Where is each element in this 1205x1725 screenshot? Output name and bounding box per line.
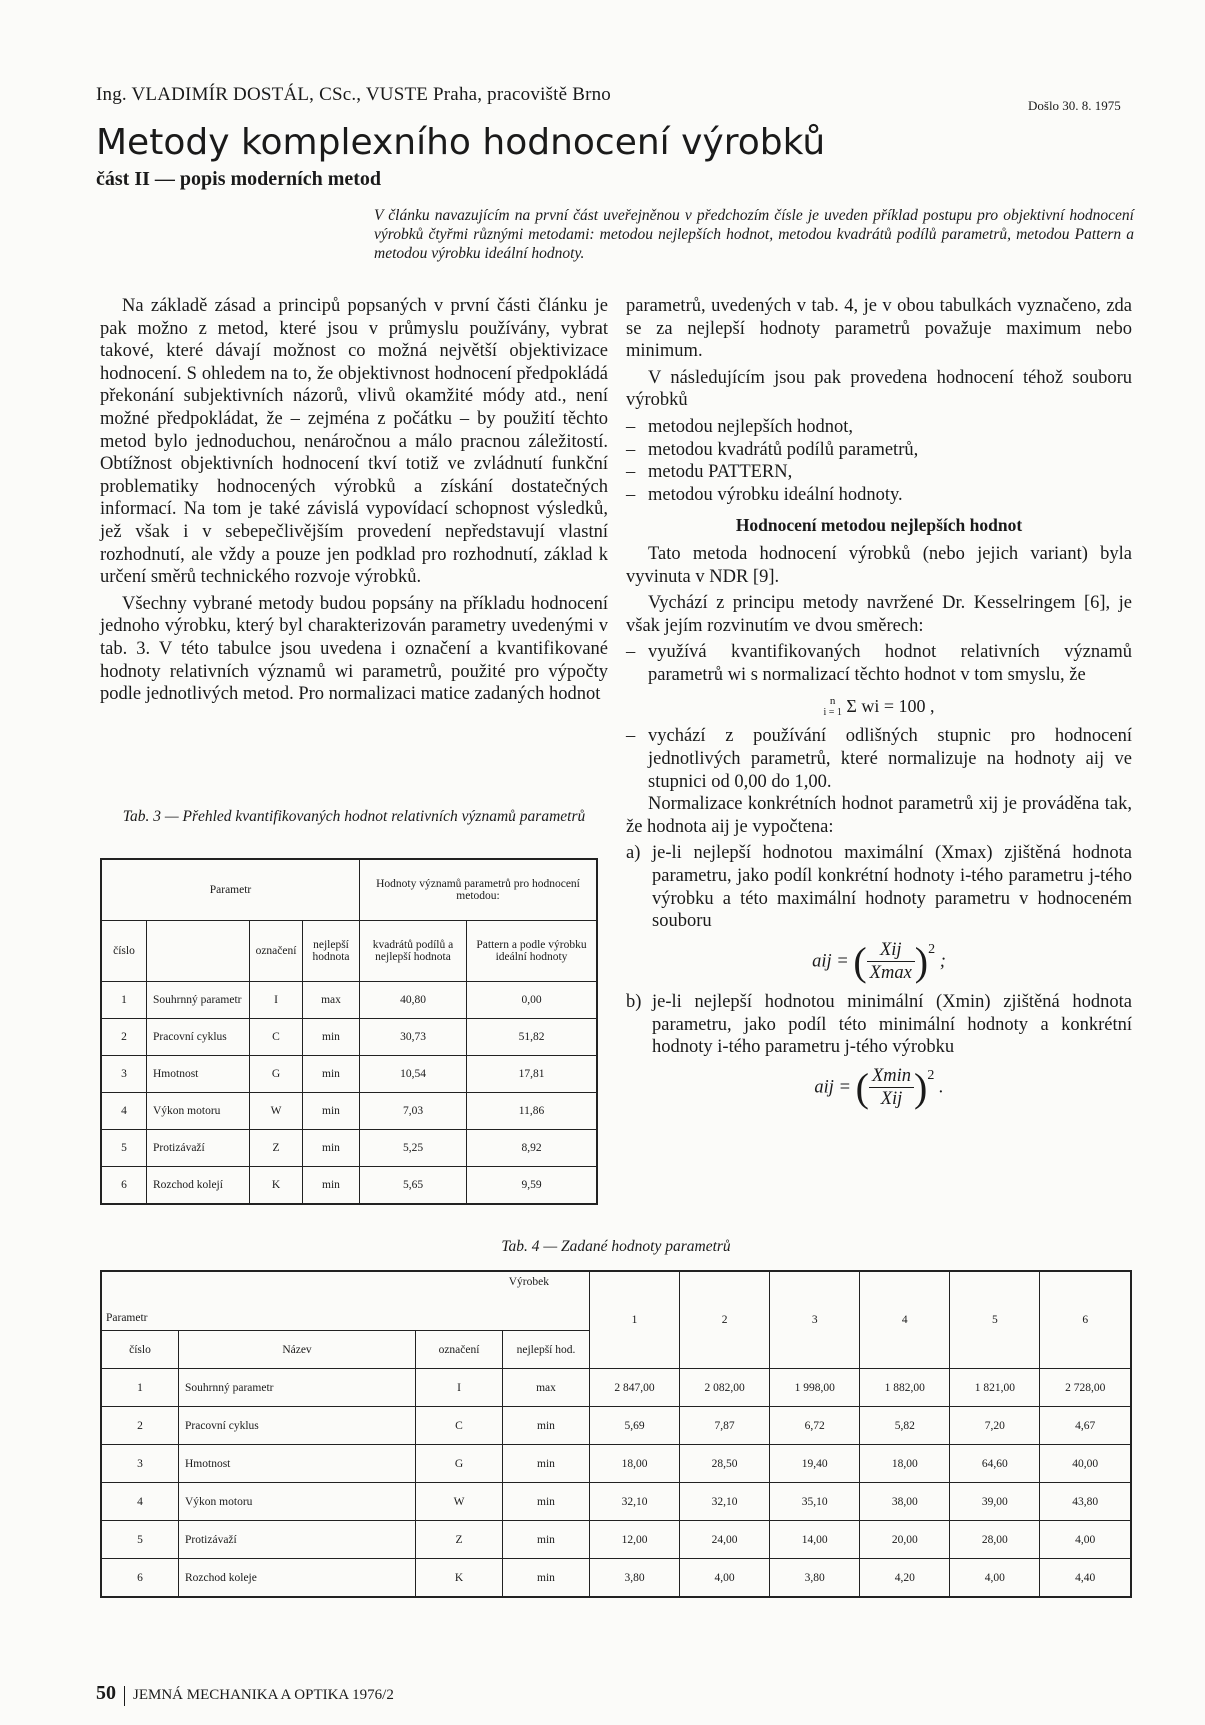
table-cell: I <box>250 982 303 1019</box>
table-row <box>101 1445 1131 1483</box>
header-nazev: Název <box>179 1331 416 1369</box>
table-cell: 4 <box>101 1093 147 1130</box>
header-cislo: číslo <box>101 1331 179 1369</box>
article-subtitle: část II — popis moderních metod <box>96 168 382 190</box>
fraction <box>867 939 915 985</box>
table-cell: 1 882,00 <box>860 1369 950 1407</box>
exponent: 2 <box>927 1067 935 1083</box>
paragraph: Tato metoda hodnocení výrobků (nebo jejich variant) byla vyvinuta v NDR [9]. <box>626 543 1132 587</box>
table-row <box>101 1369 1131 1407</box>
bullet-list <box>626 725 1132 793</box>
case-label: a) <box>626 843 641 864</box>
footer-divider <box>124 1686 125 1706</box>
table-row <box>101 1407 1131 1445</box>
paragraph: parametrů, uvedených v tab. 4, je v obou tabulkách vyznačeno, zda se za nejlepší hodnoty parametrů považuje maximum nebo minimum. <box>626 296 1132 362</box>
methods-list <box>626 416 1132 506</box>
table-cell: Pracovní cyklus <box>179 1407 416 1445</box>
table-cell: G <box>250 1056 303 1093</box>
formula-lhs: aij = <box>812 951 849 972</box>
table-cell: C <box>416 1407 503 1445</box>
table-cell: 17,81 <box>467 1056 598 1093</box>
table-cell: min <box>303 1167 360 1205</box>
abstract: V článku navazujícím na první část uveřejněnou v předchozím čísle je uveden příklad postupu pro objektivní hodnocení výrobků čtyřmi různými metodami: metodou nejlepších hodnot, metodou kvadrátů podílů parametrů, metodou Pattern a metodou výrobku ideální hodnoty. <box>374 207 1134 262</box>
table-cell: Výkon motoru <box>179 1483 416 1521</box>
table-cell: 28,00 <box>950 1521 1040 1559</box>
table-cell: 35,10 <box>770 1483 860 1521</box>
table-cell: G <box>416 1445 503 1483</box>
table-cell: 51,82 <box>467 1019 598 1056</box>
header-product-2: 2 <box>680 1271 770 1369</box>
list-item: – metodou kvadrátů podílů parametrů, <box>626 439 1132 462</box>
bullet-list <box>626 641 1132 686</box>
table-cell: 4 <box>101 1483 179 1521</box>
table-cell: 38,00 <box>860 1483 950 1521</box>
table-cell: 32,10 <box>590 1483 680 1521</box>
table-cell: 40,00 <box>1040 1445 1131 1483</box>
table-cell: 12,00 <box>590 1521 680 1559</box>
table-cell: 9,59 <box>467 1167 598 1205</box>
table-cell: 4,00 <box>950 1559 1040 1598</box>
table-cell: 10,54 <box>360 1056 467 1093</box>
table-cell: Souhrnný parametr <box>147 982 250 1019</box>
table-cell: Pracovní cyklus <box>147 1019 250 1056</box>
table-cell: 20,00 <box>860 1521 950 1559</box>
table-cell: W <box>416 1483 503 1521</box>
header-parametr: Parametr <box>101 859 360 921</box>
paragraph: Na základě zásad a principů popsaných v první části článku je pak možno z metod, které jsou v průmyslu používány, vybrat takové, které dávají možnost co možná největší objektivizace hodnocení. S ohledem na to, že objektivnost hodnocení předpokládá překonání subjektivních názorů, vlivů okamžité módy atd., není možné předpokládat, že – zejména z počátku – by použití těchto metod bylo jednoduchou, nenáročnou a málo pracnou záležitostí. Obtížnost objektivních hodnocení tkví totiž ve zvládnutí funkční problematiky hodnocených výrobků a získání dostatečných informací. Na tom je také závislá vypovídací schopnost výsledků, jež však i v sebepečlivějším provedení nepředstavují vlastní rozhodnutí, ale vždy a pouze jen podklad pro rozhodnutí, základ k určení směrů technického rozvoje výrobků. <box>100 296 608 588</box>
table-cell: min <box>503 1521 590 1559</box>
denominator: Xij <box>880 1089 903 1110</box>
table-cell: 24,00 <box>680 1521 770 1559</box>
sum-formula <box>626 695 1132 720</box>
table-cell: 2 <box>101 1407 179 1445</box>
table-cell: 5 <box>101 1521 179 1559</box>
table-cell: 1 821,00 <box>950 1369 1040 1407</box>
table-cell: max <box>503 1369 590 1407</box>
table-cell: 7,03 <box>360 1093 467 1130</box>
header-pattern: Pattern a podle výrobku ideální hodnoty <box>467 921 598 982</box>
case-text: je-li nejlepší hodnotou minimální (Xmin) zjištěná hodnota parametru, jako podíl této minimální hodnoty a konkrétní hodnoty i-tého parametru j-tého výrobku <box>652 991 1132 1058</box>
table-cell: 5,69 <box>590 1407 680 1445</box>
list-item: – vychází z používání odlišných stupnic pro hodnocení jednotlivých parametrů, které normalizuje na hodnoty aij ve stupnici od 0,00 do 1,00. <box>626 725 1132 793</box>
table-cell: Hmotnost <box>147 1056 250 1093</box>
case-label: b) <box>626 991 642 1012</box>
table-cell: 3 <box>101 1056 147 1093</box>
table-cell: 18,00 <box>860 1445 950 1483</box>
table-4 <box>100 1270 1132 1598</box>
left-column <box>100 295 608 710</box>
table-row <box>101 1559 1131 1598</box>
table-cell: K <box>416 1559 503 1598</box>
paragraph: Všechny vybrané metody budou popsány na příkladu hodnocení jednoho výrobku, který byl charakterizován parametry uvedenými v tab. 3. V této tabulce jsou uvedena i označení a kvantifikované hodnoty relativních významů wi parametrů, použité pro výpočty podle jednotlivých metod. Pro normalizaci matice zadaných hodnot <box>100 593 608 705</box>
table-row <box>101 1093 597 1130</box>
table-row <box>101 1056 597 1093</box>
header-cislo: číslo <box>101 921 147 982</box>
list-item: – metodou výrobku ideální hodnoty. <box>626 484 1132 507</box>
table-cell: 2 <box>101 1019 147 1056</box>
formula-b: aij = ( $\frac{Xmin}{\text{Xij}}$ )$^2$ . <box>814 1064 944 1110</box>
table-cell: W <box>250 1093 303 1130</box>
table-cell: 4,00 <box>1040 1521 1131 1559</box>
table-cell: 32,10 <box>680 1483 770 1521</box>
table-row <box>101 1019 597 1056</box>
header-corner <box>101 1271 590 1331</box>
table-cell: 18,00 <box>590 1445 680 1483</box>
table-cell: K <box>250 1167 303 1205</box>
article-title: Metody komplexního hodnocení výrobků <box>96 122 826 163</box>
table-cell: Z <box>416 1521 503 1559</box>
table-cell: 3,80 <box>590 1559 680 1598</box>
table-cell: Rozchod koleje <box>179 1559 416 1598</box>
table-cell: 30,73 <box>360 1019 467 1056</box>
header-product-6: 6 <box>1040 1271 1131 1369</box>
case-a <box>626 842 1132 932</box>
table-4-body <box>101 1369 1131 1598</box>
table-row <box>101 982 597 1019</box>
paragraph: Normalizace konkrétních hodnot parametrů xij je prováděna tak, že hodnota aij je vypočtena: <box>626 794 1132 837</box>
page-number: 50 <box>96 1682 116 1704</box>
table-cell: 64,60 <box>950 1445 1040 1483</box>
table-cell: min <box>503 1407 590 1445</box>
exponent: 2 <box>928 941 936 957</box>
table-cell: 5,82 <box>860 1407 950 1445</box>
author-line: Ing. VLADIMÍR DOSTÁL, CSc., VUSTE Praha, pracoviště Brno <box>96 84 612 105</box>
header-hodnoty: Hodnoty významů parametrů pro hodnocení metodou: <box>360 859 598 921</box>
table-row <box>101 1483 1131 1521</box>
table-row <box>101 1130 597 1167</box>
sum-lower-limit: i = 1 <box>823 707 842 719</box>
paragraph: Vychází z principu metody navržené Dr. Kesselringem [6], je však jejím rozvinutím ve dvou směrech: <box>626 593 1132 636</box>
table-cell: min <box>303 1093 360 1130</box>
table-header-row <box>101 921 597 982</box>
table-cell: 40,80 <box>360 982 467 1019</box>
table-3-caption: Tab. 3 — Přehled kvantifikovaných hodnot relativních významů parametrů <box>122 808 586 825</box>
header-product-3: 3 <box>770 1271 860 1369</box>
table-cell: 3,80 <box>770 1559 860 1598</box>
table-cell: 14,00 <box>770 1521 860 1559</box>
denominator: Xmax <box>869 963 912 984</box>
fraction <box>869 1065 914 1111</box>
case-text: je-li nejlepší hodnotou maximální (Xmax) zjištěná hodnota parametru, jako podíl konkrétní hodnoty i-tého parametru j-tého výrobku a této maximální hodnoty parametru v hodnoceném souboru <box>652 843 1132 932</box>
list-item: – metodou nejlepších hodnot, <box>626 416 1132 439</box>
table-cell: 6 <box>101 1167 147 1205</box>
table-cell: Protizávaží <box>179 1521 416 1559</box>
table-4-caption: Tab. 4 — Zadané hodnoty parametrů <box>501 1238 731 1255</box>
table-cell: 2 847,00 <box>590 1369 680 1407</box>
page-footer <box>96 1682 394 1706</box>
formula-a: aij = ( $\frac{\text{Xij}}{Xmax}$ )$^2$ ; <box>812 938 946 984</box>
table-cell: 19,40 <box>770 1445 860 1483</box>
table-cell: 2 728,00 <box>1040 1369 1131 1407</box>
table-cell: 7,87 <box>680 1407 770 1445</box>
formula-end: ; <box>939 951 946 972</box>
table-cell: Souhrnný parametr <box>179 1369 416 1407</box>
header-parametr: Parametr <box>106 1312 148 1324</box>
table-cell: 4,00 <box>680 1559 770 1598</box>
case-b <box>626 991 1132 1059</box>
table-cell: 11,86 <box>467 1093 598 1130</box>
paragraph: V následujícím jsou pak provedena hodnocení téhož souboru výrobků <box>626 367 1132 411</box>
header-product-4: 4 <box>860 1271 950 1369</box>
header-oznaceni: označení <box>250 921 303 982</box>
table-cell: 1 <box>101 1369 179 1407</box>
right-column <box>626 295 1132 1117</box>
header-vyrobek: Výrobek <box>508 1276 549 1288</box>
table-cell: C <box>250 1019 303 1056</box>
header-product-1: 1 <box>590 1271 680 1369</box>
table-cell: 6,72 <box>770 1407 860 1445</box>
table-cell: min <box>503 1483 590 1521</box>
table-cell: 1 <box>101 982 147 1019</box>
table-cell: max <box>303 982 360 1019</box>
list-item: – využívá kvantifikovaných hodnot relativních významů parametrů wi s normalizací těchto hodnot v tom smyslu, že <box>626 641 1132 686</box>
header-kvadratu: kvadrátů podílů a nejlepší hodnota <box>360 921 467 982</box>
table-cell: min <box>503 1445 590 1483</box>
table-cell: 4,20 <box>860 1559 950 1598</box>
table-cell: 5,65 <box>360 1167 467 1205</box>
table-cell: 8,92 <box>467 1130 598 1167</box>
table-row <box>101 1167 597 1205</box>
formula-lhs: aij = <box>814 1077 852 1098</box>
numerator: Xmin <box>869 1065 914 1089</box>
table-cell: Výkon motoru <box>147 1093 250 1130</box>
table-cell: 4,40 <box>1040 1559 1131 1598</box>
table-cell: min <box>303 1056 360 1093</box>
table-cell: Z <box>250 1130 303 1167</box>
table-cell: 3 <box>101 1445 179 1483</box>
table-cell: 5,25 <box>360 1130 467 1167</box>
header-oznaceni: označení <box>416 1331 503 1369</box>
numerator: Xij <box>867 939 915 963</box>
formula-end: . <box>938 1077 944 1098</box>
table-cell: 1 998,00 <box>770 1369 860 1407</box>
table-cell: 2 082,00 <box>680 1369 770 1407</box>
header-nejlepsi: nejlepší hodnota <box>303 921 360 982</box>
table-cell: Protizávaží <box>147 1130 250 1167</box>
table-header-row <box>101 1271 1131 1331</box>
table-header-row <box>101 859 597 921</box>
sum-expression: Σ wi = 100 , <box>846 695 935 716</box>
table-cell: 4,67 <box>1040 1407 1131 1445</box>
table-cell: 0,00 <box>467 982 598 1019</box>
table-cell: Rozchod kolejí <box>147 1167 250 1205</box>
table-cell: 28,50 <box>680 1445 770 1483</box>
table-cell: 7,20 <box>950 1407 1040 1445</box>
table-cell: 6 <box>101 1559 179 1598</box>
list-item: – metodu PATTERN, <box>626 461 1132 484</box>
table-row <box>101 1521 1131 1559</box>
header-nazev-blank <box>147 921 250 982</box>
table-cell: min <box>303 1130 360 1167</box>
header-nejlepsi: nejlepší hod. <box>503 1331 590 1369</box>
table-cell: Hmotnost <box>179 1445 416 1483</box>
table-cell: 43,80 <box>1040 1483 1131 1521</box>
table-3-body <box>101 982 597 1205</box>
journal-name: JEMNÁ MECHANIKA A OPTIKA 1976/2 <box>133 1687 394 1703</box>
table-3 <box>100 858 598 1205</box>
section-heading: Hodnocení metodou nejlepších hodnot <box>735 515 1023 536</box>
table-cell: 39,00 <box>950 1483 1040 1521</box>
sum-upper-limit: n <box>829 695 836 708</box>
table-cell: I <box>416 1369 503 1407</box>
table-cell: 5 <box>101 1130 147 1167</box>
header-product-5: 5 <box>950 1271 1040 1369</box>
table-cell: min <box>303 1019 360 1056</box>
table-cell: min <box>503 1559 590 1598</box>
received-date: Došlo 30. 8. 1975 <box>1028 98 1121 113</box>
